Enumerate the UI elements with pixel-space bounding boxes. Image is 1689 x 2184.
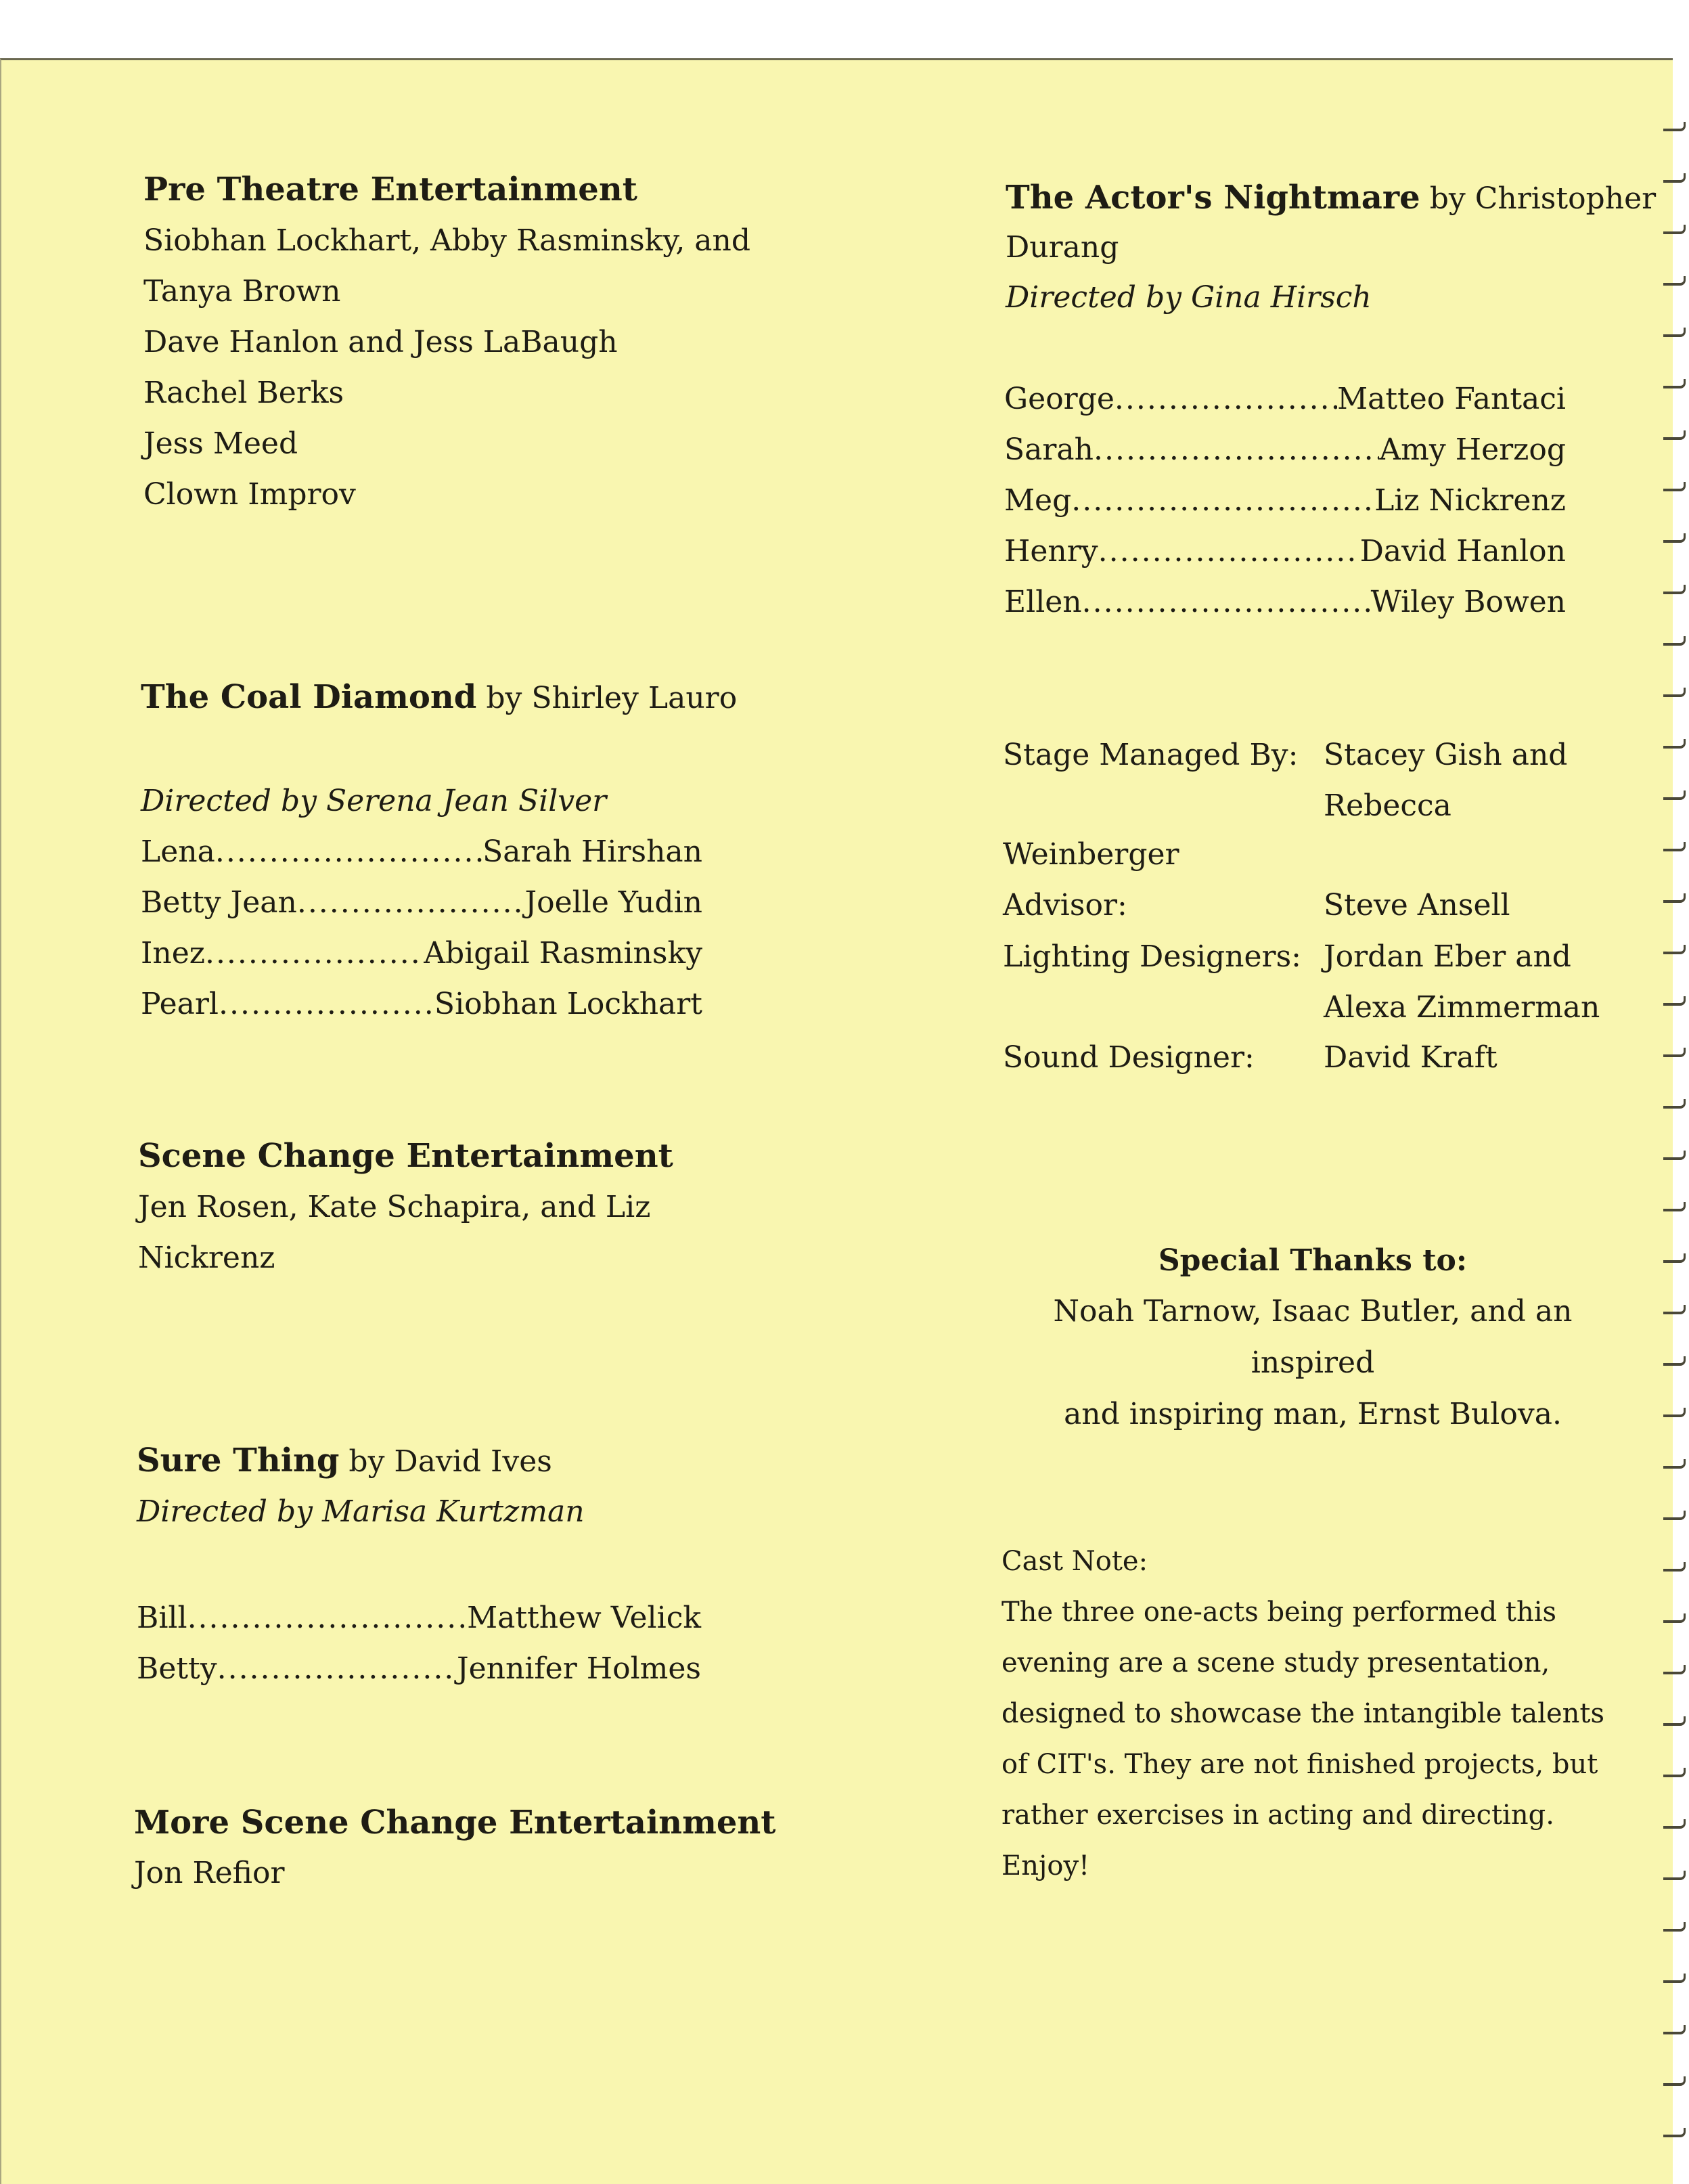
actors-nightmare-director: Directed by Gina Hirsch [1006, 280, 1372, 315]
lighting-label: Lighting Designers: [1003, 939, 1301, 974]
cast-row [141, 987, 702, 1023]
cast-role: Henry [1004, 534, 1098, 569]
pre-theatre-line: Rachel Berks [143, 376, 344, 410]
cast-note-heading: Cast Note: [1001, 1546, 1148, 1577]
binding-hole [1663, 225, 1686, 234]
cast-row [1004, 432, 1566, 468]
binding-hole [1663, 585, 1686, 594]
coal-diamond-author: by Shirley Lauro [476, 681, 738, 715]
spiral-binding [1659, 108, 1689, 2166]
special-thanks-line: and inspiring man, Ernst Bulova. [1064, 1397, 1562, 1431]
cast-row [137, 1601, 701, 1636]
cast-actor: Matteo Fantaci [1337, 382, 1566, 416]
binding-hole [1663, 945, 1686, 954]
cast-actor: Joelle Yudin [524, 885, 702, 920]
lighting-value: Alexa Zimmerman [1324, 990, 1600, 1025]
binding-hole [1663, 1305, 1686, 1314]
cast-actor: Matthew Velick [467, 1601, 701, 1635]
sound-label: Sound Designer: [1003, 1040, 1255, 1075]
cast-note-line: of CIT's. They are not finished projects, but [1001, 1749, 1598, 1780]
cast-row [141, 834, 702, 870]
actors-nightmare-title-line [1006, 179, 1656, 218]
binding-hole [1663, 430, 1686, 440]
cast-note-line: designed to showcase the intangible talents [1001, 1698, 1604, 1729]
advisor-value: Steve Ansell [1324, 888, 1510, 922]
cast-role: Ellen [1004, 585, 1082, 619]
binding-hole [1663, 1151, 1686, 1160]
sure-thing-author: by David Ives [339, 1444, 552, 1479]
binding-hole [1663, 1408, 1686, 1417]
cast-role: Betty Jean [141, 885, 297, 920]
binding-hole [1663, 1048, 1686, 1057]
cast-row [141, 936, 702, 972]
binding-hole [1663, 1356, 1686, 1366]
cast-row [1004, 534, 1566, 570]
binding-hole [1663, 1562, 1686, 1572]
sure-thing-director: Directed by Marisa Kurtzman [137, 1494, 585, 1529]
cast-note-line: The three one-acts being performed this [1001, 1597, 1557, 1628]
binding-hole [1663, 328, 1686, 337]
binding-hole [1663, 173, 1686, 183]
actors-nightmare-author-cont: Durang [1006, 230, 1119, 265]
binding-hole [1663, 1511, 1686, 1520]
cast-actor: Siobhan Lockhart [434, 987, 702, 1021]
actors-nightmare-author: by Christopher [1420, 181, 1657, 216]
binding-hole [1663, 1819, 1686, 1829]
pre-theatre-heading: Pre Theatre Entertainment [143, 171, 637, 208]
binding-hole [1663, 2128, 1686, 2137]
binding-hole [1663, 379, 1686, 388]
scene-change-heading: Scene Change Entertainment [138, 1137, 673, 1175]
pre-theatre-line: Dave Hanlon and Jess LaBaugh [143, 325, 618, 359]
cast-actor: Liz Nickrenz [1374, 483, 1566, 518]
cast-actor: Sarah Hirshan [482, 834, 702, 869]
binding-hole [1663, 636, 1686, 646]
cast-role: Sarah [1004, 432, 1094, 467]
binding-hole [1663, 1202, 1686, 1211]
pre-theatre-line: Tanya Brown [143, 274, 341, 309]
cast-actor: Wiley Bowen [1370, 585, 1566, 619]
binding-hole [1663, 2076, 1686, 2086]
cast-row [141, 885, 702, 921]
sure-thing-title-line [137, 1442, 552, 1481]
binding-hole [1663, 996, 1686, 1006]
cast-role: Inez [141, 936, 205, 971]
cast-note-line: rather exercises in acting and directing. [1001, 1800, 1554, 1831]
more-scene-change-heading: More Scene Change Entertainment [134, 1804, 776, 1842]
advisor-label: Advisor: [1003, 888, 1127, 922]
binding-hole [1663, 276, 1686, 286]
pre-theatre-line: Jess Meed [143, 426, 298, 461]
cast-row [137, 1651, 701, 1687]
cast-note-line: evening are a scene study presentation, [1001, 1647, 1550, 1678]
binding-hole [1663, 1922, 1686, 1932]
cast-actor: David Hanlon [1359, 534, 1566, 569]
scene-change-line: Jen Rosen, Kate Schapira, and Liz [138, 1190, 651, 1224]
binding-hole [1663, 1871, 1686, 1880]
binding-hole [1663, 1716, 1686, 1726]
stage-managed-label: Stage Managed By: [1003, 738, 1299, 772]
binding-hole [1663, 1459, 1686, 1469]
cast-role: Lena [141, 834, 215, 869]
binding-hole [1663, 790, 1686, 800]
stage-managed-value: Stacey Gish and [1324, 738, 1568, 772]
stage-managed-value: Rebecca [1324, 788, 1451, 823]
cast-row [1004, 382, 1566, 418]
stage-managed-value: Weinberger [1003, 837, 1179, 872]
pre-theatre-line: Siobhan Lockhart, Abby Rasminsky, and [143, 223, 751, 258]
cast-role: George [1004, 382, 1114, 416]
special-thanks-heading: Special Thanks to: [1158, 1243, 1468, 1278]
binding-hole [1663, 688, 1686, 697]
actors-nightmare-title: The Actor's Nightmare [1006, 179, 1420, 217]
sound-value: David Kraft [1324, 1040, 1497, 1075]
coal-diamond-title-line [141, 678, 737, 717]
more-scene-change-line: Jon Refior [134, 1856, 285, 1890]
binding-hole [1663, 893, 1686, 903]
binding-hole [1663, 1253, 1686, 1263]
binding-hole [1663, 2025, 1686, 2034]
cast-actor: Jennifer Holmes [456, 1651, 701, 1686]
scene-change-line: Nickrenz [138, 1241, 275, 1275]
binding-hole [1663, 842, 1686, 851]
coal-diamond-director: Directed by Serena Jean Silver [141, 784, 607, 818]
cast-role: Bill [137, 1601, 187, 1635]
cast-role: Meg [1004, 483, 1072, 518]
lighting-value: Jordan Eber and [1324, 939, 1571, 974]
binding-hole [1663, 1974, 1686, 1983]
special-thanks-line: Noah Tarnow, Isaac Butler, and an [1053, 1294, 1573, 1329]
cast-role: Pearl [141, 987, 219, 1021]
binding-hole [1663, 1665, 1686, 1674]
binding-hole [1663, 533, 1686, 543]
binding-hole [1663, 1768, 1686, 1777]
binding-hole [1663, 482, 1686, 491]
cast-row [1004, 483, 1566, 519]
cast-note-line: Enjoy! [1001, 1850, 1090, 1881]
binding-hole [1663, 1613, 1686, 1623]
cast-role: Betty [137, 1651, 217, 1686]
sure-thing-title: Sure Thing [137, 1442, 340, 1479]
pre-theatre-line: Clown Improv [143, 477, 356, 512]
binding-hole [1663, 1099, 1686, 1109]
binding-hole [1663, 739, 1686, 749]
binding-hole [1663, 122, 1686, 131]
cast-row [1004, 585, 1566, 621]
cast-actor: Abigail Rasminsky [424, 936, 702, 971]
coal-diamond-title: The Coal Diamond [141, 678, 477, 716]
cast-actor: Amy Herzog [1379, 432, 1566, 467]
special-thanks-line: inspired [1251, 1345, 1375, 1380]
